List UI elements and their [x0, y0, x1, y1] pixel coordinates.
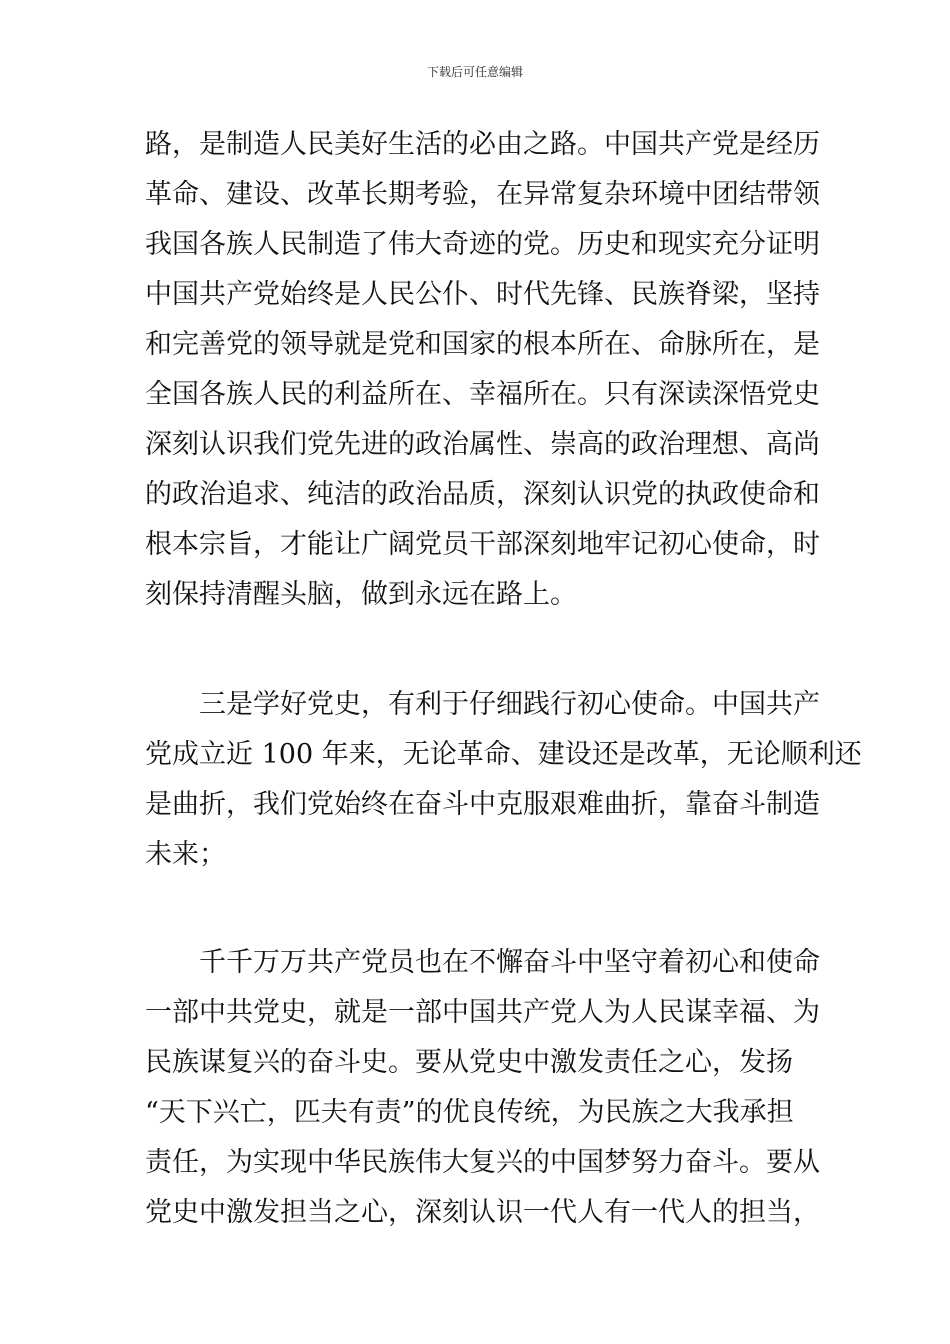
text-line: 是曲折，我们党始终在奋斗中克服艰难曲折，靠奋斗制造 [145, 789, 820, 820]
text-line: “天下兴亡，匹夫有责”的优良传统，为民族之大我承担 [145, 1097, 794, 1128]
text-line: 民族谋复兴的奋斗史。要从党史中激发责任之心，发扬 [145, 1047, 793, 1078]
text-line: 全国各族人民的利益所在、幸福所在。只有深读深悟党史 [145, 379, 820, 410]
paragraph-3 [145, 938, 820, 1238]
text-line: 刻保持清醒头脑，做到永远在路上。 [145, 579, 577, 610]
text-line: 和完善党的领导就是党和国家的根本所在、命脉所在，是 [145, 329, 820, 360]
text-line: 责任，为实现中华民族伟大复兴的中国梦努力奋斗。要从 [145, 1147, 820, 1178]
text-line: 革命、建设、改革长期考验，在异常复杂环境中团结带领 [145, 179, 820, 210]
text-line: 根本宗旨，才能让广阔党员干部深刻地牢记初心使命，时 [145, 529, 820, 560]
page-header: 下载后可任意编辑 [426, 65, 523, 79]
text-line: 党史中激发担当之心，深刻认识一代人有一代人的担当， [145, 1197, 820, 1228]
text-line: 中国共产党始终是人民公仆、时代先锋、民族脊梁，坚持 [145, 279, 820, 310]
document-body [145, 120, 862, 1238]
text-line: 的政治追求、纯洁的政治品质，深刻认识党的执政使命和 [145, 479, 820, 510]
text-line: 深刻认识我们党先进的政治属性、崇高的政治理想、高尚 [145, 429, 820, 460]
paragraph-1 [145, 120, 820, 620]
text-line: 一部中共党史，就是一部中国共产党人为人民谋幸福、为 [145, 997, 820, 1028]
text-line: 未来； [145, 839, 226, 870]
paragraph-spacer [145, 620, 815, 680]
text-line: 我国各族人民制造了伟大奇迹的党。历史和现实充分证明 [145, 229, 820, 260]
text-line: 路，是制造人民美好生活的必由之路。中国共产党是经历 [145, 129, 820, 160]
text-line: 千千万万共产党员也在不懈奋斗中坚守着初心和使命 [145, 947, 820, 978]
paragraph-spacer [145, 880, 815, 938]
text-line: 党成立近 100 年来，无论革命、建设还是改革，无论顺利还 [145, 739, 862, 770]
text-line: 三是学好党史，有利于仔细践行初心使命。中国共产 [145, 689, 820, 720]
paragraph-2 [145, 680, 862, 880]
